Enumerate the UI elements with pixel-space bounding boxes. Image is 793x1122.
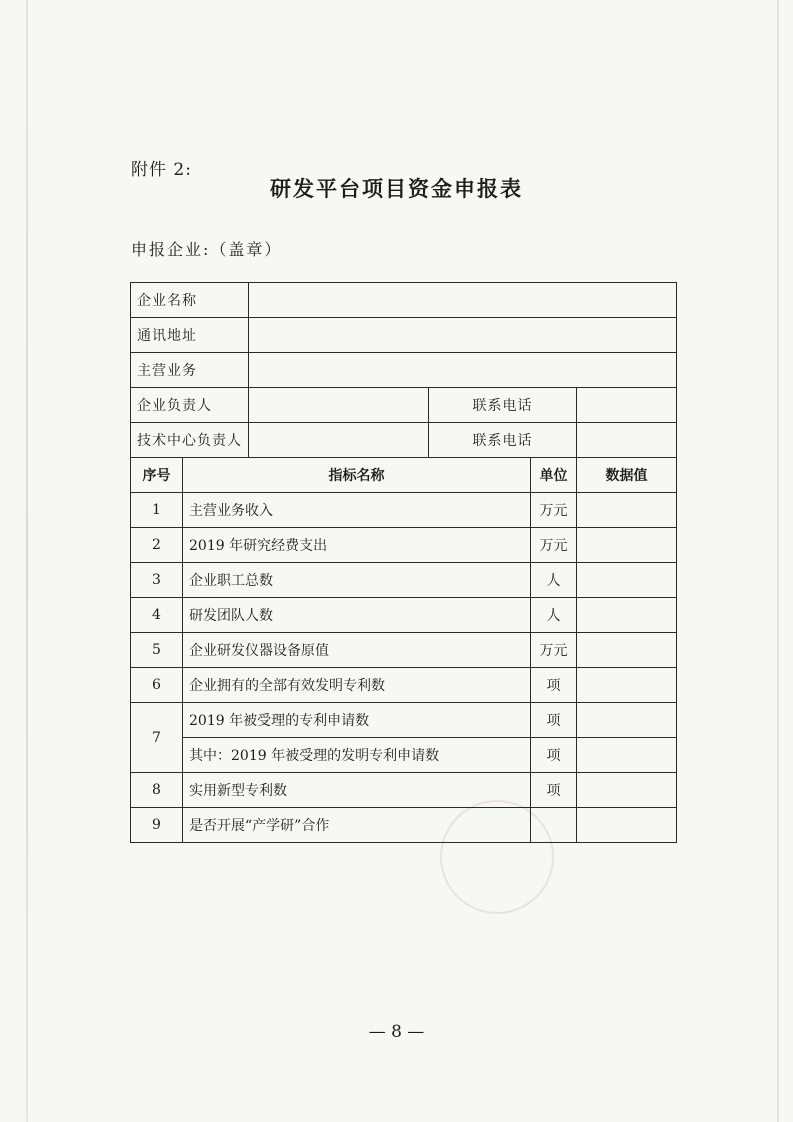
table-row: [131, 633, 677, 668]
tech-head-row: [131, 423, 677, 458]
address-row: [131, 318, 677, 353]
row-unit: 项: [531, 773, 577, 808]
row-value-field[interactable]: [577, 633, 677, 668]
company-name-label: 企业名称: [131, 283, 249, 318]
row-value-field[interactable]: [577, 563, 677, 598]
table-row: [131, 668, 677, 703]
indicator-header: 指标名称: [183, 458, 531, 493]
address-label: 通讯地址: [131, 318, 249, 353]
row-seq: 5: [131, 633, 183, 668]
attachment-label: 附件 2:: [131, 160, 192, 180]
row-unit: 人: [531, 563, 577, 598]
row-seq: 7: [131, 703, 183, 773]
row-seq: 6: [131, 668, 183, 703]
row-unit: 万元: [531, 493, 577, 528]
table-row: [131, 738, 677, 773]
row-unit: 万元: [531, 633, 577, 668]
table-row: [131, 563, 677, 598]
indicator-header-row: [131, 458, 677, 493]
table-row: [131, 773, 677, 808]
unit-header: 单位: [531, 458, 577, 493]
row-indicator: 其中：2019 年被受理的发明专利申请数: [183, 738, 531, 773]
row-unit: 项: [531, 703, 577, 738]
row-value-field[interactable]: [577, 808, 677, 843]
page-title: 研发平台项目资金申报表: [270, 176, 523, 201]
main-business-label: 主营业务: [131, 353, 249, 388]
value-header: 数据值: [577, 458, 677, 493]
table-row: [131, 493, 677, 528]
company-head-label: 企业负责人: [131, 388, 249, 423]
company-phone-label: 联系电话: [429, 388, 577, 423]
row-seq: 1: [131, 493, 183, 528]
row-seq: 4: [131, 598, 183, 633]
row-unit: 项: [531, 668, 577, 703]
row-value-field[interactable]: [577, 493, 677, 528]
tech-head-label: 技术中心负责人: [131, 423, 249, 458]
row-unit: [531, 808, 577, 843]
row-seq: 2: [131, 528, 183, 563]
page-number: — 8 —: [368, 1022, 425, 1042]
row-value-field[interactable]: [577, 703, 677, 738]
company-name-field[interactable]: [249, 283, 677, 318]
company-head-field[interactable]: [249, 388, 429, 423]
row-indicator: 主营业务收入: [183, 493, 531, 528]
row-seq: 3: [131, 563, 183, 598]
row-unit: 项: [531, 738, 577, 773]
row-indicator: 企业研发仪器设备原值: [183, 633, 531, 668]
applicant-label: 申报企业:（盖章）: [131, 240, 283, 259]
table-row: [131, 808, 677, 843]
company-head-row: [131, 388, 677, 423]
row-seq: 9: [131, 808, 183, 843]
row-indicator: 2019 年研究经费支出: [183, 528, 531, 563]
row-indicator: 实用新型专利数: [183, 773, 531, 808]
tech-phone-field[interactable]: [577, 423, 677, 458]
row-value-field[interactable]: [577, 598, 677, 633]
seq-header: 序号: [131, 458, 183, 493]
application-form-table: [130, 282, 677, 843]
row-unit: 万元: [531, 528, 577, 563]
table-row: [131, 598, 677, 633]
page-edge-left: [26, 0, 28, 1122]
tech-head-field[interactable]: [249, 423, 429, 458]
company-phone-field[interactable]: [577, 388, 677, 423]
row-unit: 人: [531, 598, 577, 633]
row-indicator: 2019 年被受理的专利申请数: [183, 703, 531, 738]
address-field[interactable]: [249, 318, 677, 353]
row-seq: 8: [131, 773, 183, 808]
row-value-field[interactable]: [577, 668, 677, 703]
row-value-field[interactable]: [577, 528, 677, 563]
row-indicator: 企业职工总数: [183, 563, 531, 598]
main-business-field[interactable]: [249, 353, 677, 388]
table-row: [131, 703, 677, 738]
row-indicator: 研发团队人数: [183, 598, 531, 633]
table-row: [131, 528, 677, 563]
company-name-row: [131, 283, 677, 318]
tech-phone-label: 联系电话: [429, 423, 577, 458]
row-value-field[interactable]: [577, 738, 677, 773]
row-indicator: 企业拥有的全部有效发明专利数: [183, 668, 531, 703]
row-indicator: 是否开展“产学研”合作: [183, 808, 531, 843]
main-business-row: [131, 353, 677, 388]
page-edge-right: [777, 0, 779, 1122]
row-value-field[interactable]: [577, 773, 677, 808]
